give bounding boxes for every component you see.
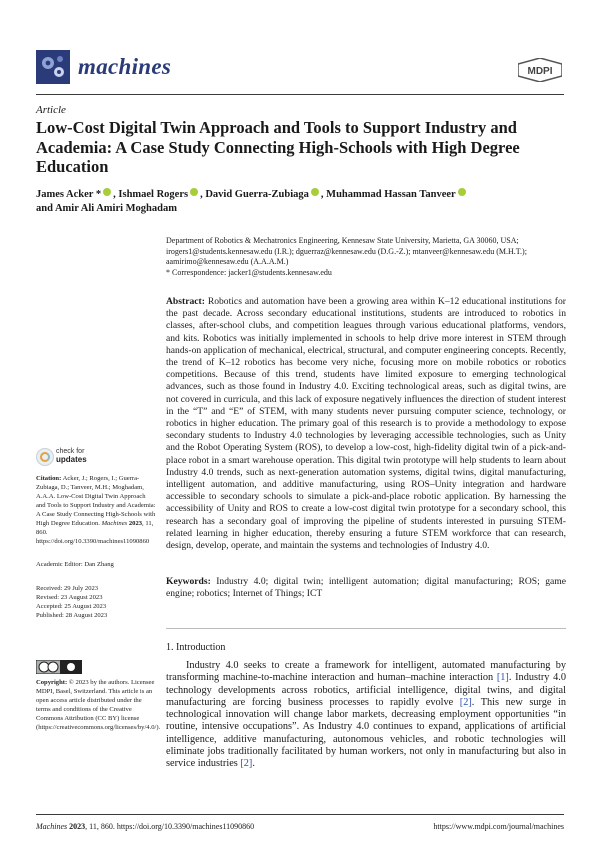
article-type: Article bbox=[36, 104, 66, 116]
footer-year: 2023 bbox=[69, 822, 86, 831]
check-updates-bottom: updates bbox=[56, 455, 87, 464]
section-heading: 1. Introduction bbox=[166, 642, 226, 653]
publication-dates bbox=[36, 584, 156, 620]
citation-doi[interactable]: , 11, 860. https://doi.org/10.3390/machines11090860 bbox=[36, 520, 154, 545]
author-name: Muhammad Hassan Tanveer bbox=[326, 189, 456, 200]
orcid-icon[interactable] bbox=[311, 188, 319, 196]
intro-text: . bbox=[252, 758, 255, 770]
date-accepted: Accepted: 25 August 2023 bbox=[36, 603, 107, 610]
citation-ref[interactable]: [2] bbox=[459, 696, 472, 708]
author-name: Ishmael Rogers bbox=[118, 189, 189, 200]
author-list: James Acker * , Ishmael Rogers , David Guerra-Zubiaga , Muhammad Hassan Tanveer and Amir Ali Amiri Moghadam bbox=[36, 188, 556, 216]
citation-text: Acker, J.; Rogers, I.; Guerra-Zubiaga, D.; Tanveer, M.H.; Moghadam, A.A.A. Low-Cost Digital Twin Approach and Tools to Support Industry and Academia: A Case Study Connecting High-Schools with High Degree Education. bbox=[36, 475, 156, 527]
copyright-block bbox=[36, 660, 161, 732]
orcid-icon[interactable] bbox=[103, 188, 111, 196]
abstract bbox=[166, 296, 566, 552]
citation-journal: Machines bbox=[101, 520, 128, 527]
keywords-text: Industry 4.0; digital twin; intelligent automation; digital manufacturing; ROS; game engine; robotics; Internet of Things; ICT bbox=[166, 576, 566, 600]
footer-journal-url[interactable]: https://www.mdpi.com/journal/machines bbox=[433, 822, 564, 831]
introduction-paragraph bbox=[166, 660, 566, 771]
date-published: Published: 28 August 2023 bbox=[36, 612, 108, 619]
paper-title: Low-Cost Digital Twin Approach and Tools to Support Industry and Academia: A Case Study Connecting High-Schools with High Degree Education bbox=[36, 118, 520, 176]
date-received: Received: 29 July 2023 bbox=[36, 585, 99, 592]
check-updates-top: check for bbox=[56, 448, 85, 455]
footer-journal: Machines bbox=[36, 822, 68, 831]
date-revised: Revised: 23 August 2023 bbox=[36, 594, 103, 601]
author-name: and Amir Ali Amiri Moghadam bbox=[36, 203, 177, 214]
copyright-label: Copyright: bbox=[36, 679, 68, 686]
check-for-updates-badge[interactable] bbox=[36, 446, 156, 468]
header-divider bbox=[36, 94, 564, 95]
check-updates-icon bbox=[36, 448, 54, 466]
intro-text: . Industry 4.0 technology developments across robotics, artificial intelligence, digital twins, and digital manufacturing are forcing business processes to rapidly evolve bbox=[166, 672, 566, 708]
intro-text: Industry 4.0 seeks to create a framework for intelligent, automated manufacturing by transforming machine-to-machine interaction and human–machine interaction bbox=[166, 660, 566, 684]
author-name: David Guerra-Zubiaga bbox=[205, 189, 309, 200]
citation-ref[interactable]: [1] bbox=[496, 672, 509, 684]
citation-block bbox=[36, 474, 156, 546]
mdpi-logo-text: MDPI bbox=[527, 66, 553, 77]
affiliation-line: Department of Robotics & Mechatronics Engineering, Kennesaw State University, Marietta, GA 30060, USA; bbox=[166, 236, 519, 245]
keywords-label: Keywords: bbox=[166, 576, 211, 587]
mdpi-logo bbox=[518, 58, 562, 82]
affiliation-block bbox=[166, 236, 566, 278]
cc-by-license-icon[interactable] bbox=[36, 660, 82, 674]
abstract-label: Abstract: bbox=[166, 296, 205, 307]
copyright-text: © 2023 by the authors. Licensee MDPI, Basel, Switzerland. This article is an open access article distributed under the terms and conditions of the Creative Commons Attribution (CC BY) license (https://creativecommons.org/licenses/by/4.0/). bbox=[36, 679, 161, 731]
section-divider bbox=[166, 628, 566, 629]
citation-label: Citation: bbox=[36, 475, 62, 482]
footer-divider bbox=[36, 814, 564, 815]
keywords bbox=[166, 576, 566, 600]
citation-ref[interactable]: [2] bbox=[240, 758, 253, 770]
affiliation-line: irogers1@students.kennesaw.edu (I.R.); dguerraz@kennesaw.edu (D.G.-Z.); mtanveer@kennesaw.edu (M.H.T.); bbox=[166, 246, 527, 256]
intro-text: . This new surge in technological innovation will change labor markets, decreasing employment opportunities “in routine, intensive occupations”. As Industry 4.0 continues to expand, applications of artificial intelligence, additive manufacturing, autonomous vehicles, and robotic technologies will eliminate jobs traditionally facilitated by human workers, not only in manufacturing but also in service industries bbox=[166, 696, 566, 770]
correspondence: * Correspondence: jacker1@students.kennesaw.edu bbox=[166, 267, 332, 277]
author-name: James Acker * bbox=[36, 189, 102, 200]
orcid-icon[interactable] bbox=[190, 188, 198, 196]
citation-year: 2023 bbox=[128, 520, 143, 527]
affiliation-line: aamirimo@kennesaw.edu (A.A.A.M.) bbox=[166, 257, 289, 266]
machines-logo-icon bbox=[36, 50, 70, 84]
footer-doi[interactable]: , 11, 860. https://doi.org/10.3390/machines11090860 bbox=[85, 822, 255, 831]
orcid-icon[interactable] bbox=[458, 188, 466, 196]
academic-editor: Academic Editor: Dan Zhang bbox=[36, 561, 114, 568]
abstract-text: Robotics and automation have been a growing area within K–12 educational institutions for the past decade. Across secondary educational institutions, students are introduced to robotics in classes, after-school clubs, and competition leagues through various educational platforms, vendors, and kits. Robotics was initially implemented in schools to help drive more interest in STEM through hands-on application of mechanical, electrical, structural, and computer engineering concepts. Recently, the trend of K–12 robotics has become very niche, focusing more on mobile robotics or robotics competitions. Because of this trend, students have limited exposure to emerging technological advances, such as those found in Industry 4.0. Exciting technological areas, such as digital twins, are not covered in curricula, and this lack of exposure negatively influences the direction of student interest in the “T” and “E” of STEM, with many students never pursuing computer science, technology, or robotics in higher education. The primary goal of this research is to provide a methodology to expose secondary students to Industry 4.0 technologies by leveraging accessible technologies, such as Unity and the Robot Operating System (ROS), to develop a low-cost, high-fidelity digital twin of a pick-and-place robot in a smart warehouse operation. This digital twin prototype will help students to learn about Industry 4.0 trends, such as next-generation automation systems, digital twins, digital manufacturing, intelligent automation, and additive manufacturing, using ROS–Unity integration and hardware accessible to secondary schools to simulate a pick-and-place robotic application. By harnessing the accessibility of Unity and ROS to create a low-cost digital twin prototype for a secondary school, this research has a secondary goal of improving the pipeline of students interested in pursuing STEM-related learning in higher education, thereby ensuring a future STEM workforce that can research, design, develop, operate, and maintain the systems and technologies of Industry 4.0. bbox=[166, 296, 566, 552]
footer-citation bbox=[36, 822, 254, 831]
journal-name: machines bbox=[78, 54, 172, 79]
